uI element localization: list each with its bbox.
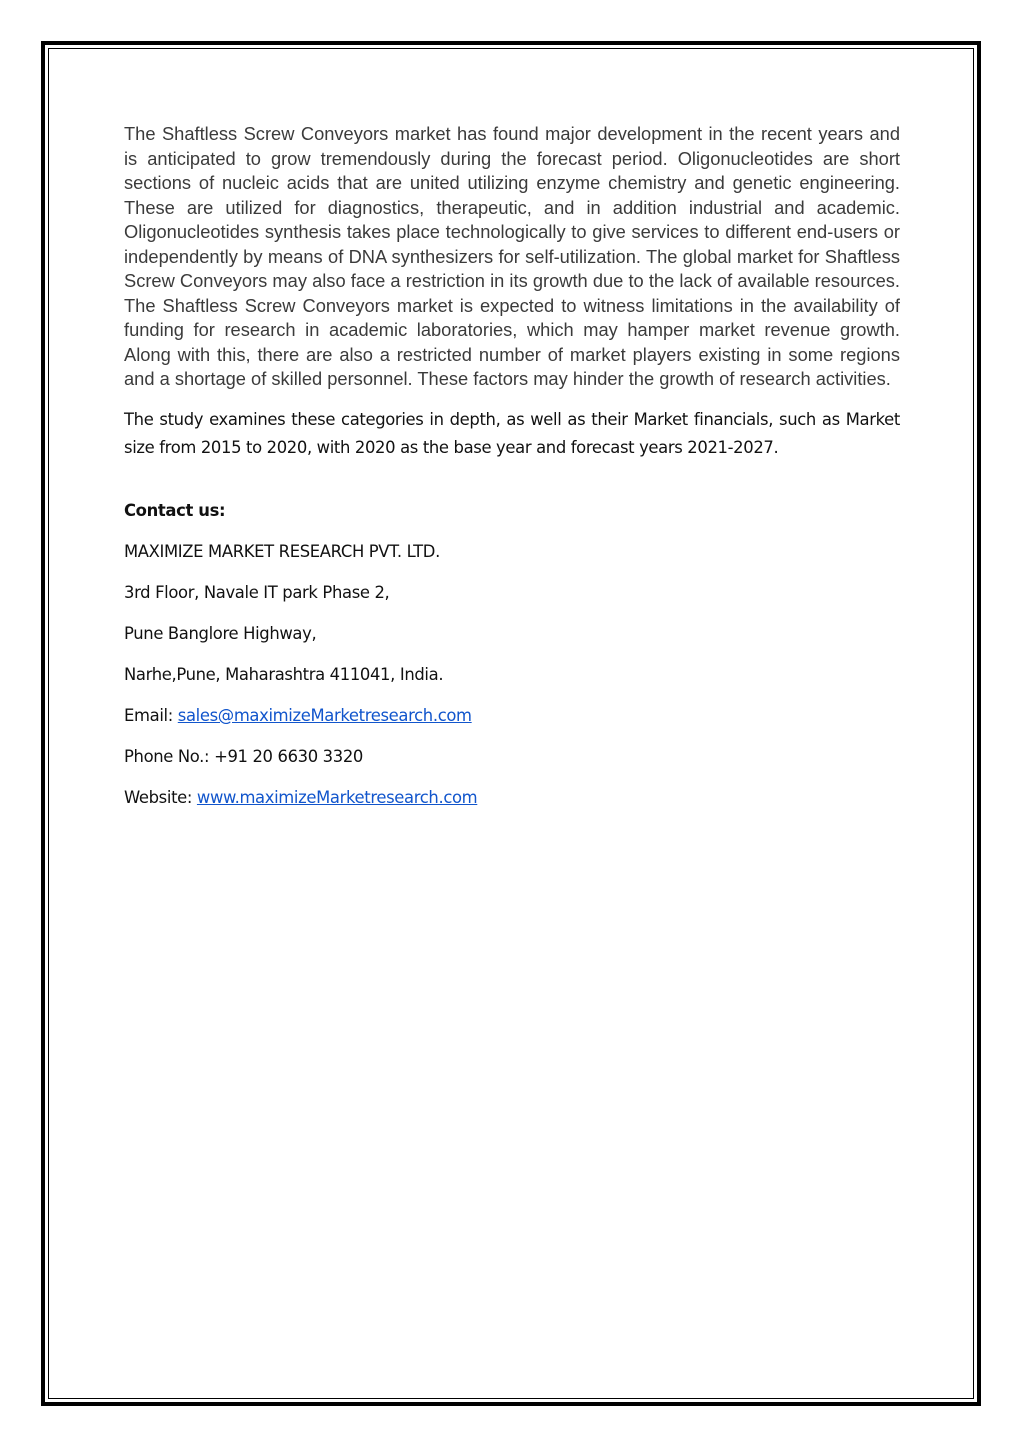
document-body: [124, 122, 900, 462]
website-label: Website:: [124, 788, 197, 807]
phone-line: Phone No.: +91 20 6630 3320: [124, 747, 363, 766]
address-line-1: 3rd Floor, Navale IT park Phase 2,: [124, 583, 390, 602]
website-link[interactable]: www.maximizeMarketresearch.com: [196, 788, 478, 807]
company-name: MAXIMIZE MARKET RESEARCH PVT. LTD.: [124, 542, 440, 561]
study-paragraph: The study examines these categories in depth, as well as their Market financials, such as Market size from 2015 to 2020, with 2020 as the base year and forecast years 2021-2027.: [124, 409, 900, 457]
contact-heading: Contact us:: [124, 501, 226, 520]
address-line-2: Pune Banglore Highway,: [124, 624, 317, 643]
email-line: [124, 705, 472, 727]
main-paragraph: The Shaftless Screw Conveyors market has found major development in the recent years and is anticipated to grow tremendously during the forecast period. Oligonucleotides are short sections of nucleic acids that are united utilizing enzyme chemistry and genetic engineering. These are utilized for diagnostics, therapeutic, and in addition industrial and academic. Oligonucleotides synthesis takes place technologically to give services to different end-users or independently by means of DNA synthesizers for self-utilization. The global market for Shaftless Screw Conveyors may also face a restriction in its growth due to the lack of available resources. The Shaftless Screw Conveyors market is expected to witness limitations in the availability of funding for research in academic laboratories, which may hamper market revenue growth. Along with this, there are also a restricted number of market players existing in some regions and a shortage of skilled personnel. These factors may hinder the growth of research activities.: [124, 123, 900, 389]
email-link[interactable]: sales@maximizeMarketresearch.com: [177, 706, 472, 725]
address-line-3: Narhe,Pune, Maharashtra 411041, India.: [124, 665, 444, 684]
email-label: Email:: [124, 706, 178, 725]
website-line: [124, 787, 477, 809]
